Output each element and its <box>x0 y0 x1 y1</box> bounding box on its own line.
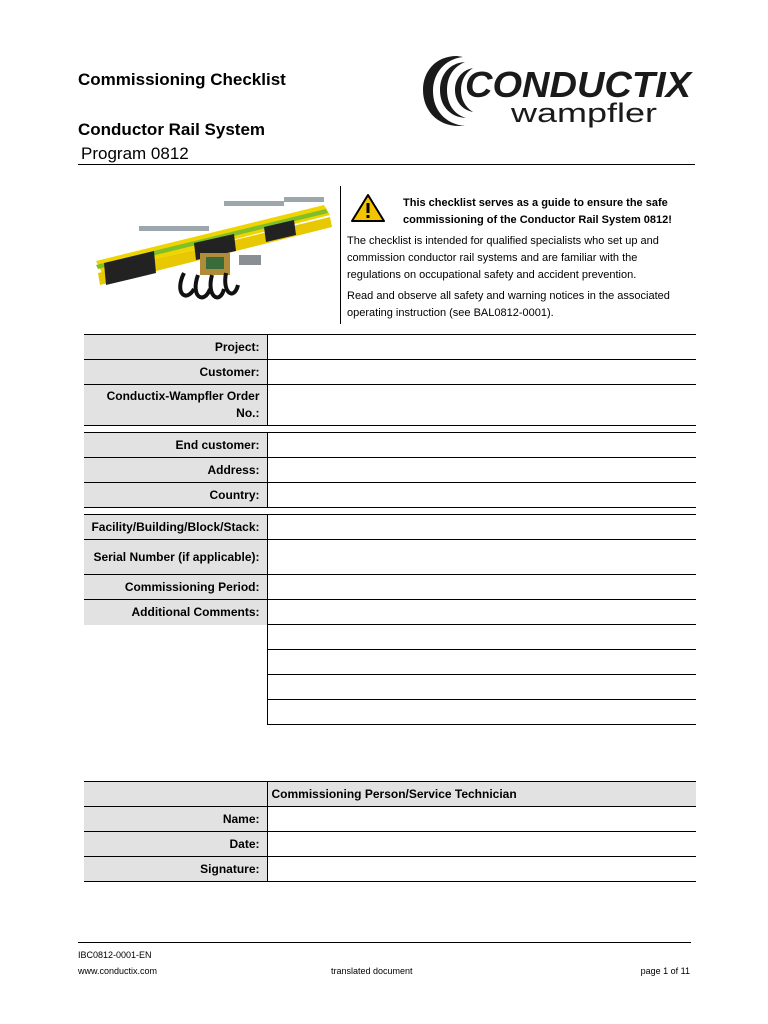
customer-field[interactable] <box>267 360 696 385</box>
spacer <box>84 625 267 650</box>
logo-wordmark-bottom: wampfler <box>509 98 658 128</box>
footer-divider <box>78 942 691 943</box>
address-label: Address: <box>84 458 267 483</box>
comment-line-1[interactable] <box>267 625 696 650</box>
warning-triangle-icon <box>350 193 386 223</box>
spacer <box>267 508 696 515</box>
project-label: Project: <box>84 335 267 360</box>
spacer <box>84 700 267 725</box>
logo-wordmark-top: CONDUCTIX <box>465 64 693 105</box>
signoff-header-blank <box>84 782 267 807</box>
name-label: Name: <box>84 807 267 832</box>
comment-line-3[interactable] <box>267 675 696 700</box>
signature-label: Signature: <box>84 857 267 882</box>
name-field[interactable] <box>267 807 696 832</box>
footer-website: www.conductix.com <box>78 966 158 976</box>
signoff-header: Commissioning Person/Service Technician <box>267 782 696 807</box>
conductor-rail-system-photo <box>94 193 334 308</box>
end-customer-field[interactable] <box>267 433 696 458</box>
date-field[interactable] <box>267 832 696 857</box>
serial-number-label: Serial Number (if applicable): <box>84 540 267 575</box>
spacer <box>84 508 267 515</box>
additional-comments-label: Additional Comments: <box>84 600 267 625</box>
conductix-wampfler-logo <box>421 54 693 128</box>
safety-warning-text: This checklist serves as a guide to ensure the safe commissioning of the Conductor Rail System 0812! <box>403 197 672 226</box>
info-paragraph-2: Read and observe all safety and warning notices in the associated operating instruction (see BAL0812-0001). <box>347 290 670 319</box>
footer-translation-note: translated document <box>331 966 413 976</box>
signature-field[interactable] <box>267 857 696 882</box>
end-customer-label: End customer: <box>84 433 267 458</box>
document-subtitle: Conductor Rail System <box>78 120 266 139</box>
facility-field[interactable] <box>267 515 696 540</box>
program-number: Program 0812 <box>81 144 189 163</box>
country-field[interactable] <box>267 483 696 508</box>
commissioning-period-label: Commissioning Period: <box>84 575 267 600</box>
spacer <box>84 650 267 675</box>
customer-label: Customer: <box>84 360 267 385</box>
project-field[interactable] <box>267 335 696 360</box>
info-block <box>347 233 692 322</box>
document-title: Commissioning Checklist <box>78 70 286 89</box>
serial-number-field[interactable] <box>267 540 696 575</box>
title-divider <box>78 164 695 165</box>
date-label: Date: <box>84 832 267 857</box>
spacer <box>84 675 267 700</box>
additional-comments-field[interactable] <box>267 600 696 625</box>
project-details-form <box>84 334 696 725</box>
order-number-field[interactable] <box>267 385 696 426</box>
order-number-label: Conductix-Wampfler Order No.: <box>84 385 267 426</box>
signoff-table <box>84 781 696 882</box>
facility-label: Facility/Building/Block/Stack: <box>84 515 267 540</box>
country-label: Country: <box>84 483 267 508</box>
footer-page-number: page 1 of 11 <box>640 966 690 976</box>
comment-line-4[interactable] <box>267 700 696 725</box>
footer-document-id: IBC0812-0001-EN <box>78 950 152 960</box>
commissioning-period-field[interactable] <box>267 575 696 600</box>
info-paragraph-1: The checklist is intended for qualified specialists who set up and commission conductor rail systems and are familiar with the regulations on occupational safety and accident prevention. <box>347 235 659 281</box>
address-field[interactable] <box>267 458 696 483</box>
header-vertical-divider <box>340 186 341 324</box>
spacer <box>267 426 696 433</box>
spacer <box>84 426 267 433</box>
comment-line-2[interactable] <box>267 650 696 675</box>
